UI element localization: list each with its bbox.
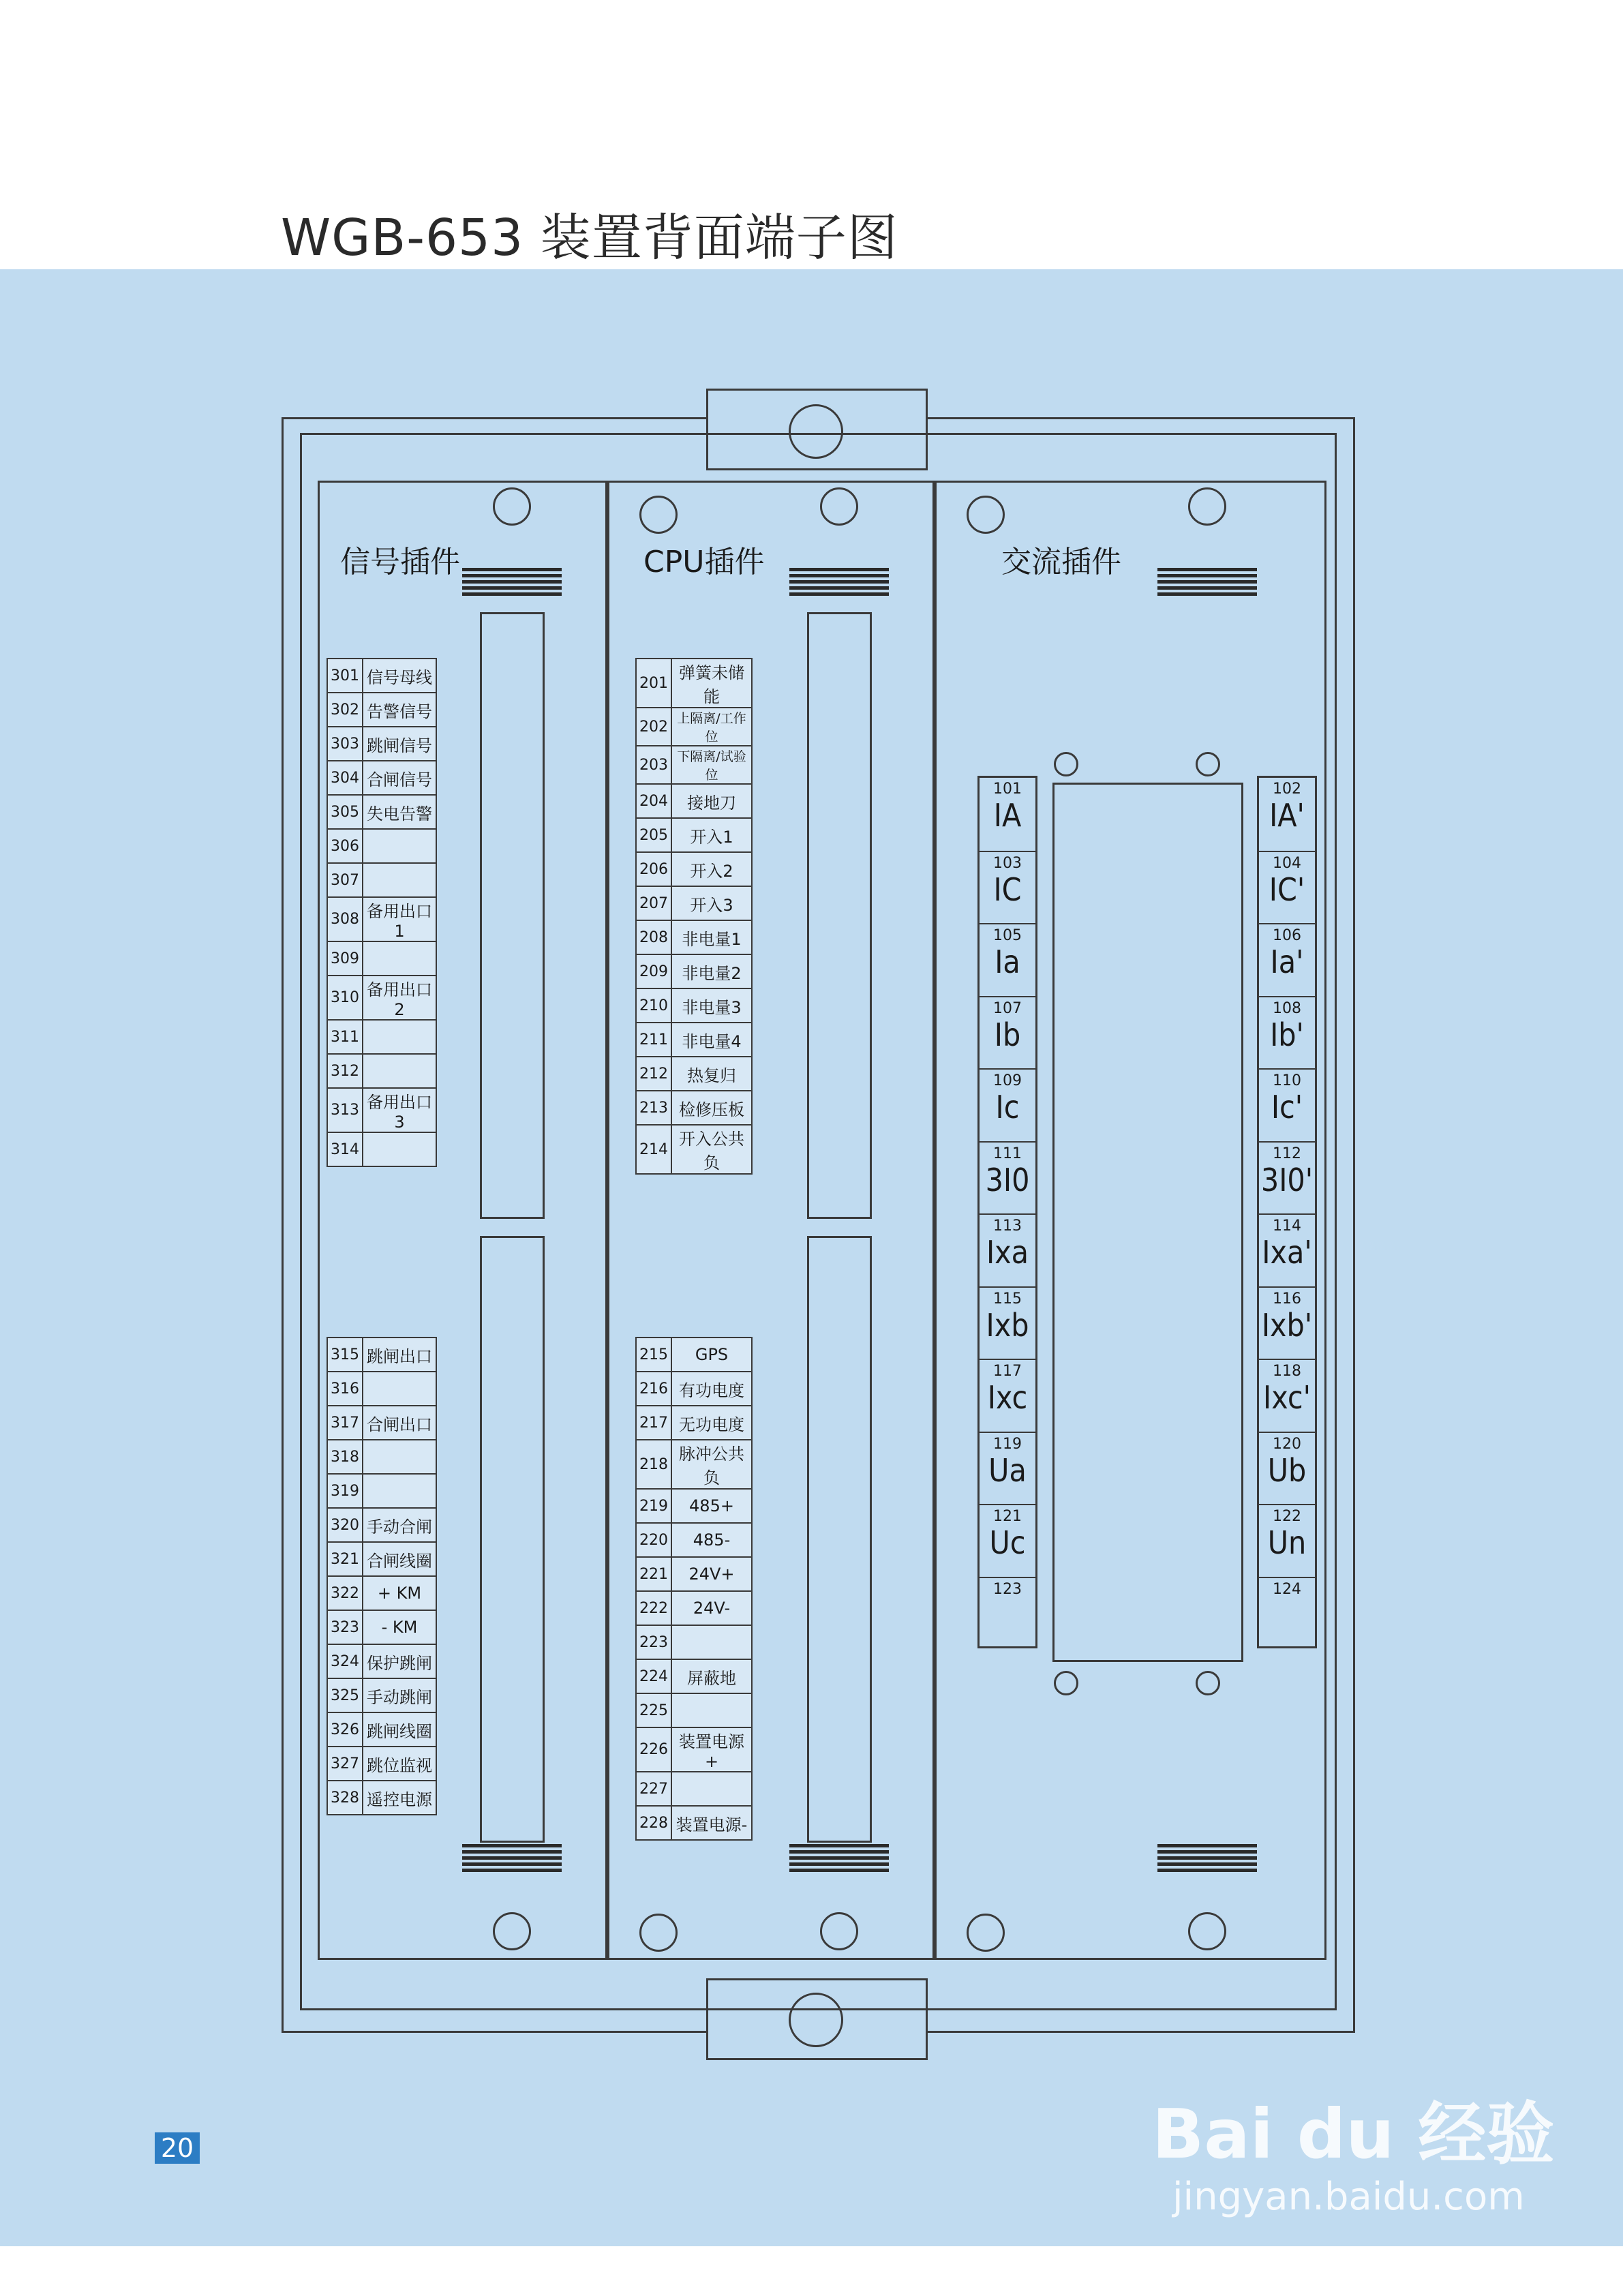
terminal-label: 装置电源+ [671, 1727, 752, 1772]
terminal-number: 227 [636, 1772, 671, 1806]
terminal-label: 合闸出口 [363, 1406, 436, 1440]
terminal-label: 手动合闸 [363, 1508, 436, 1542]
latch-screw-icon [1188, 1912, 1226, 1950]
cpu-terminal-table-upper [635, 658, 753, 1175]
terminal-row [327, 941, 436, 976]
terminal-label: 无功电度 [671, 1406, 752, 1440]
terminal-number: 211 [636, 1023, 671, 1057]
terminal-label [363, 1020, 436, 1054]
terminal-number: 203 [636, 746, 671, 784]
terminal-number: 327 [327, 1747, 363, 1781]
terminal-row [636, 1489, 752, 1523]
terminal-row [327, 976, 436, 1020]
terminal-label: 告警信号 [363, 693, 436, 727]
terminal-number: 314 [327, 1132, 363, 1166]
terminal-number: 210 [636, 988, 671, 1023]
latch-screw-icon [820, 1912, 858, 1950]
terminal-label: 有功电度 [671, 1372, 752, 1406]
terminal-number: 321 [327, 1542, 363, 1576]
terminal-number: 218 [636, 1440, 671, 1489]
terminal-row [636, 1523, 752, 1557]
terminal-number: 301 [327, 659, 363, 693]
ac-signal-label: Ub [1267, 1451, 1307, 1489]
ac-terminal-number: 109 [993, 1072, 1022, 1089]
signal-terminal-table-lower [327, 1337, 437, 1815]
ac-signal-label: Ic' [1271, 1089, 1303, 1126]
ac-terminal-number: 108 [1273, 999, 1301, 1017]
ac-terminal-cell [1259, 1432, 1315, 1505]
terminal-row [327, 1372, 436, 1406]
latch-top-3 [1157, 487, 1257, 596]
terminal-number: 220 [636, 1523, 671, 1557]
ac-terminal-cell [1259, 1286, 1315, 1359]
signal-connector-slot-upper [480, 612, 545, 1219]
ac-signal-label: IC [993, 871, 1022, 908]
terminal-label [363, 1054, 436, 1088]
ac-terminal-number: 102 [1273, 781, 1301, 798]
terminal-number: 305 [327, 795, 363, 829]
mount-screw-icon [967, 1914, 1005, 1952]
terminal-row [327, 1712, 436, 1747]
watermark-logo: Bai du 经验 [1152, 2094, 1555, 2174]
ac-mount-hole-top-right [1196, 752, 1220, 776]
terminal-number: 308 [327, 897, 363, 941]
ac-terminal-column-right [1257, 776, 1317, 1648]
terminal-row [327, 897, 436, 941]
terminal-row [636, 886, 752, 920]
ac-terminal-number: 116 [1273, 1290, 1301, 1308]
ac-terminal-number: 113 [993, 1218, 1022, 1235]
terminal-number: 216 [636, 1372, 671, 1406]
terminal-label [363, 1474, 436, 1508]
terminal-label: 下隔离/试验位 [671, 746, 752, 784]
terminal-number: 224 [636, 1659, 671, 1693]
ac-terminal-number: 110 [1273, 1072, 1301, 1089]
terminal-label: 合闸信号 [363, 761, 436, 795]
ac-signal-label: Un [1267, 1524, 1307, 1561]
ac-terminal-number: 120 [1273, 1435, 1301, 1453]
ac-terminal-number: 115 [993, 1290, 1022, 1308]
terminal-number: 209 [636, 954, 671, 988]
latch-grille [789, 568, 889, 596]
terminal-label: 弹簧未储能 [671, 659, 752, 708]
latch-bottom-1 [462, 1844, 562, 1953]
ac-terminal-cell [1259, 1213, 1315, 1286]
mount-screw-icon [639, 496, 678, 534]
terminal-row [636, 1338, 752, 1372]
terminal-label [363, 1132, 436, 1166]
ac-terminal-number: 117 [993, 1363, 1022, 1380]
terminal-label: 开入1 [671, 818, 752, 852]
ac-terminal-cell [980, 1577, 1035, 1650]
terminal-row [636, 988, 752, 1023]
terminal-row [327, 1020, 436, 1054]
signal-terminal-table-upper [327, 658, 437, 1167]
terminal-label [363, 863, 436, 897]
ac-plugin-title: 交流插件 [1001, 545, 1121, 579]
ac-signal-label: Ixa' [1262, 1234, 1312, 1271]
terminal-label: 跳位监视 [363, 1747, 436, 1781]
terminal-number: 313 [327, 1088, 363, 1132]
terminal-label: 上隔离/工作位 [671, 708, 752, 746]
terminal-number: 303 [327, 727, 363, 761]
ac-terminal-cell [980, 1213, 1035, 1286]
terminal-row [636, 1806, 752, 1840]
terminal-row [636, 1023, 752, 1057]
terminal-label: - KM [363, 1610, 436, 1644]
terminal-number: 228 [636, 1806, 671, 1840]
page-number: 20 [155, 2132, 200, 2164]
terminal-row [327, 1440, 436, 1474]
page-title: WGB-653 装置背面端子图 [281, 209, 898, 267]
latch-top-2 [789, 487, 889, 596]
terminal-label: 非电量1 [671, 920, 752, 954]
cpu-plugin-title: CPU插件 [643, 545, 765, 579]
signal-connector-slot-lower [480, 1236, 545, 1843]
terminal-label: 非电量2 [671, 954, 752, 988]
ac-mount-hole-bottom-left [1054, 1671, 1078, 1695]
terminal-row [636, 818, 752, 852]
terminal-number: 204 [636, 784, 671, 818]
terminal-number: 201 [636, 659, 671, 708]
terminal-number: 325 [327, 1678, 363, 1712]
terminal-label: 检修压板 [671, 1091, 752, 1125]
terminal-row [636, 746, 752, 784]
terminal-label: 485- [671, 1523, 752, 1557]
terminal-row [636, 852, 752, 886]
terminal-row [327, 863, 436, 897]
terminal-number: 207 [636, 886, 671, 920]
ac-terminal-number: 121 [993, 1508, 1022, 1525]
terminal-label [363, 941, 436, 976]
terminal-row [327, 1132, 436, 1166]
terminal-label: 24V- [671, 1591, 752, 1625]
terminal-row [327, 693, 436, 727]
latch-grille [462, 1844, 562, 1873]
ac-terminal-column-left [977, 776, 1037, 1648]
terminal-row [636, 1772, 752, 1806]
ac-signal-label: Uc [989, 1524, 1026, 1561]
latch-grille [1157, 1844, 1257, 1873]
ac-terminal-cell [1259, 1359, 1315, 1432]
device-rear-panel [282, 417, 1355, 2033]
ac-signal-label: Ib [994, 1016, 1021, 1053]
terminal-label: 备用出口3 [363, 1088, 436, 1132]
terminal-number: 219 [636, 1489, 671, 1523]
terminal-row [327, 761, 436, 795]
terminal-row [636, 1693, 752, 1727]
terminal-number: 226 [636, 1727, 671, 1772]
terminal-row [327, 1678, 436, 1712]
ac-terminal-number: 112 [1273, 1145, 1301, 1162]
terminal-number: 311 [327, 1020, 363, 1054]
ac-terminal-cell [980, 778, 1035, 851]
terminal-row [636, 1125, 752, 1174]
ac-terminal-number: 111 [993, 1145, 1022, 1162]
terminal-row [636, 1557, 752, 1591]
terminal-row [636, 1591, 752, 1625]
terminal-row [636, 1440, 752, 1489]
ac-terminal-number: 118 [1273, 1363, 1301, 1380]
ac-signal-label: IA' [1269, 797, 1305, 834]
terminal-row [327, 1474, 436, 1508]
watermark-url: jingyan.baidu.com [1172, 2175, 1525, 2219]
ac-terminal-cell [980, 923, 1035, 996]
terminal-number: 322 [327, 1576, 363, 1610]
ac-terminal-number: 106 [1273, 927, 1301, 944]
terminal-number: 225 [636, 1693, 671, 1727]
terminal-number: 316 [327, 1372, 363, 1406]
terminal-row [327, 1088, 436, 1132]
terminal-number: 215 [636, 1338, 671, 1372]
ac-terminal-cell [1259, 851, 1315, 924]
terminal-row [636, 1727, 752, 1772]
latch-bottom-3 [1157, 1844, 1257, 1953]
terminal-label: 非电量4 [671, 1023, 752, 1057]
terminal-label [671, 1772, 752, 1806]
terminal-row [636, 1406, 752, 1440]
ac-signal-label: Ia [995, 943, 1020, 980]
terminal-label [363, 1372, 436, 1406]
ac-terminal-number: 104 [1273, 854, 1301, 872]
latch-grille [1157, 568, 1257, 596]
terminal-row [327, 1576, 436, 1610]
terminal-number: 319 [327, 1474, 363, 1508]
terminal-label: 信号母线 [363, 659, 436, 693]
terminal-row [327, 1542, 436, 1576]
terminal-row [636, 659, 752, 708]
ac-terminal-cell [980, 1432, 1035, 1505]
ac-terminal-cell [1259, 996, 1315, 1069]
ac-signal-label: Ia' [1270, 943, 1304, 980]
terminal-label: 备用出口1 [363, 897, 436, 941]
terminal-number: 307 [327, 863, 363, 897]
terminal-row [327, 659, 436, 693]
ac-terminal-cell [980, 1286, 1035, 1359]
ac-terminal-cell [1259, 1504, 1315, 1577]
terminal-row [327, 1610, 436, 1644]
ac-terminal-number: 122 [1273, 1508, 1301, 1525]
signal-plugin-title: 信号插件 [340, 545, 460, 579]
ac-terminal-number: 101 [993, 781, 1022, 798]
terminal-number: 206 [636, 852, 671, 886]
terminal-number: 312 [327, 1054, 363, 1088]
terminal-number: 205 [636, 818, 671, 852]
terminal-number: 324 [327, 1644, 363, 1678]
terminal-row [636, 1091, 752, 1125]
ac-terminal-cell [1259, 778, 1315, 851]
ac-signal-label: 3I0 [985, 1161, 1030, 1198]
cpu-terminal-table-lower [635, 1337, 753, 1841]
terminal-number: 318 [327, 1440, 363, 1474]
terminal-number: 213 [636, 1091, 671, 1125]
terminal-label [363, 1440, 436, 1474]
terminal-number: 306 [327, 829, 363, 863]
ac-terminal-number: 124 [1273, 1580, 1301, 1598]
terminal-label: 开入3 [671, 886, 752, 920]
terminal-row [327, 1508, 436, 1542]
terminal-number: 202 [636, 708, 671, 746]
terminal-number: 302 [327, 693, 363, 727]
ac-terminal-cell [980, 996, 1035, 1069]
terminal-row [327, 829, 436, 863]
ac-terminal-number: 105 [993, 927, 1022, 944]
terminal-number: 328 [327, 1781, 363, 1815]
latch-screw-icon [493, 487, 531, 526]
terminal-number: 323 [327, 1610, 363, 1644]
terminal-row [327, 1781, 436, 1815]
terminal-number: 320 [327, 1508, 363, 1542]
ac-terminal-cell [1259, 1141, 1315, 1214]
terminal-label: 跳闸线圈 [363, 1712, 436, 1747]
ac-terminal-number: 123 [993, 1580, 1022, 1598]
terminal-row [327, 1644, 436, 1678]
terminal-number: 310 [327, 976, 363, 1020]
ac-terminal-cell [980, 1141, 1035, 1214]
terminal-label: 跳闸信号 [363, 727, 436, 761]
cpu-connector-slot-lower [807, 1236, 872, 1843]
mount-screw-icon [967, 496, 1005, 534]
terminal-label: + KM [363, 1576, 436, 1610]
ac-plugin [935, 481, 1326, 1960]
mount-screw-icon [639, 1914, 678, 1952]
ac-terminal-cell [1259, 1068, 1315, 1141]
terminal-number: 214 [636, 1125, 671, 1174]
terminal-row [636, 920, 752, 954]
terminal-row [636, 1057, 752, 1091]
terminal-number: 315 [327, 1338, 363, 1372]
terminal-row [636, 784, 752, 818]
terminal-number: 217 [636, 1406, 671, 1440]
ac-terminal-cell [980, 1504, 1035, 1577]
cpu-connector-slot-upper [807, 612, 872, 1219]
cpu-plugin [607, 481, 935, 1960]
ac-terminal-number: 107 [993, 999, 1022, 1017]
terminal-number: 222 [636, 1591, 671, 1625]
ac-transformer-block [1052, 783, 1243, 1662]
terminal-number: 212 [636, 1057, 671, 1091]
ac-mount-hole-top-left [1054, 752, 1078, 776]
terminal-label [671, 1625, 752, 1659]
terminal-row [636, 1372, 752, 1406]
ac-signal-label: Ua [988, 1451, 1027, 1489]
ac-terminal-number: 103 [993, 854, 1022, 872]
terminal-label: 备用出口2 [363, 976, 436, 1020]
terminal-number: 309 [327, 941, 363, 976]
terminal-label: 合闸线圈 [363, 1542, 436, 1576]
terminal-row [636, 1625, 752, 1659]
terminal-number: 326 [327, 1712, 363, 1747]
ac-terminal-number: 119 [993, 1435, 1022, 1453]
ac-terminal-cell [980, 851, 1035, 924]
terminal-row [327, 1054, 436, 1088]
ac-terminal-cell [1259, 923, 1315, 996]
terminal-number: 221 [636, 1557, 671, 1591]
latch-screw-icon [1188, 487, 1226, 526]
terminal-row [327, 727, 436, 761]
terminal-label: 装置电源- [671, 1806, 752, 1840]
ac-signal-label: Ixc [987, 1379, 1028, 1416]
ac-terminal-number: 114 [1273, 1218, 1301, 1235]
terminal-label: 非电量3 [671, 988, 752, 1023]
terminal-number: 208 [636, 920, 671, 954]
ac-terminal-cell [980, 1068, 1035, 1141]
terminal-row [636, 1659, 752, 1693]
terminal-row [327, 1406, 436, 1440]
ac-signal-label: Ic [995, 1089, 1020, 1126]
ac-signal-label: Ixc' [1263, 1379, 1311, 1416]
terminal-label: 开入公共负 [671, 1125, 752, 1174]
terminal-label: 热复归 [671, 1057, 752, 1091]
ac-signal-label: IC' [1269, 871, 1305, 908]
latch-top-1 [462, 487, 562, 596]
ac-signal-label: Ixb [986, 1306, 1029, 1344]
ac-terminal-cell [1259, 1577, 1315, 1650]
terminal-label: 手动跳闸 [363, 1678, 436, 1712]
terminal-number: 317 [327, 1406, 363, 1440]
terminal-label: 跳闸出口 [363, 1338, 436, 1372]
ac-signal-label: Ib' [1270, 1016, 1304, 1053]
terminal-label: 失电告警 [363, 795, 436, 829]
ac-signal-label: Ixa [986, 1234, 1029, 1271]
latch-grille [462, 568, 562, 596]
terminal-row [327, 795, 436, 829]
terminal-label: 开入2 [671, 852, 752, 886]
ac-signal-label: Ixb' [1261, 1306, 1313, 1344]
terminal-row [636, 954, 752, 988]
terminal-label [671, 1693, 752, 1727]
terminal-label: 485+ [671, 1489, 752, 1523]
terminal-number: 304 [327, 761, 363, 795]
latch-bottom-2 [789, 1844, 889, 1953]
terminal-label: GPS [671, 1338, 752, 1372]
ac-mount-hole-bottom-right [1196, 1671, 1220, 1695]
terminal-label: 接地刀 [671, 784, 752, 818]
terminal-row [636, 708, 752, 746]
latch-screw-icon [820, 487, 858, 526]
terminal-label: 脉冲公共负 [671, 1440, 752, 1489]
terminal-label: 24V+ [671, 1557, 752, 1591]
ac-signal-label: IA [993, 797, 1022, 834]
ac-terminal-cell [980, 1359, 1035, 1432]
terminal-number: 223 [636, 1625, 671, 1659]
terminal-row [327, 1747, 436, 1781]
terminal-label: 遥控电源 [363, 1781, 436, 1815]
ac-signal-label: 3I0' [1260, 1161, 1314, 1198]
signal-plugin [318, 481, 607, 1960]
latch-screw-icon [493, 1912, 531, 1950]
terminal-row [327, 1338, 436, 1372]
latch-grille [789, 1844, 889, 1873]
terminal-label: 保护跳闸 [363, 1644, 436, 1678]
terminal-label [363, 829, 436, 863]
terminal-label: 屏蔽地 [671, 1659, 752, 1693]
